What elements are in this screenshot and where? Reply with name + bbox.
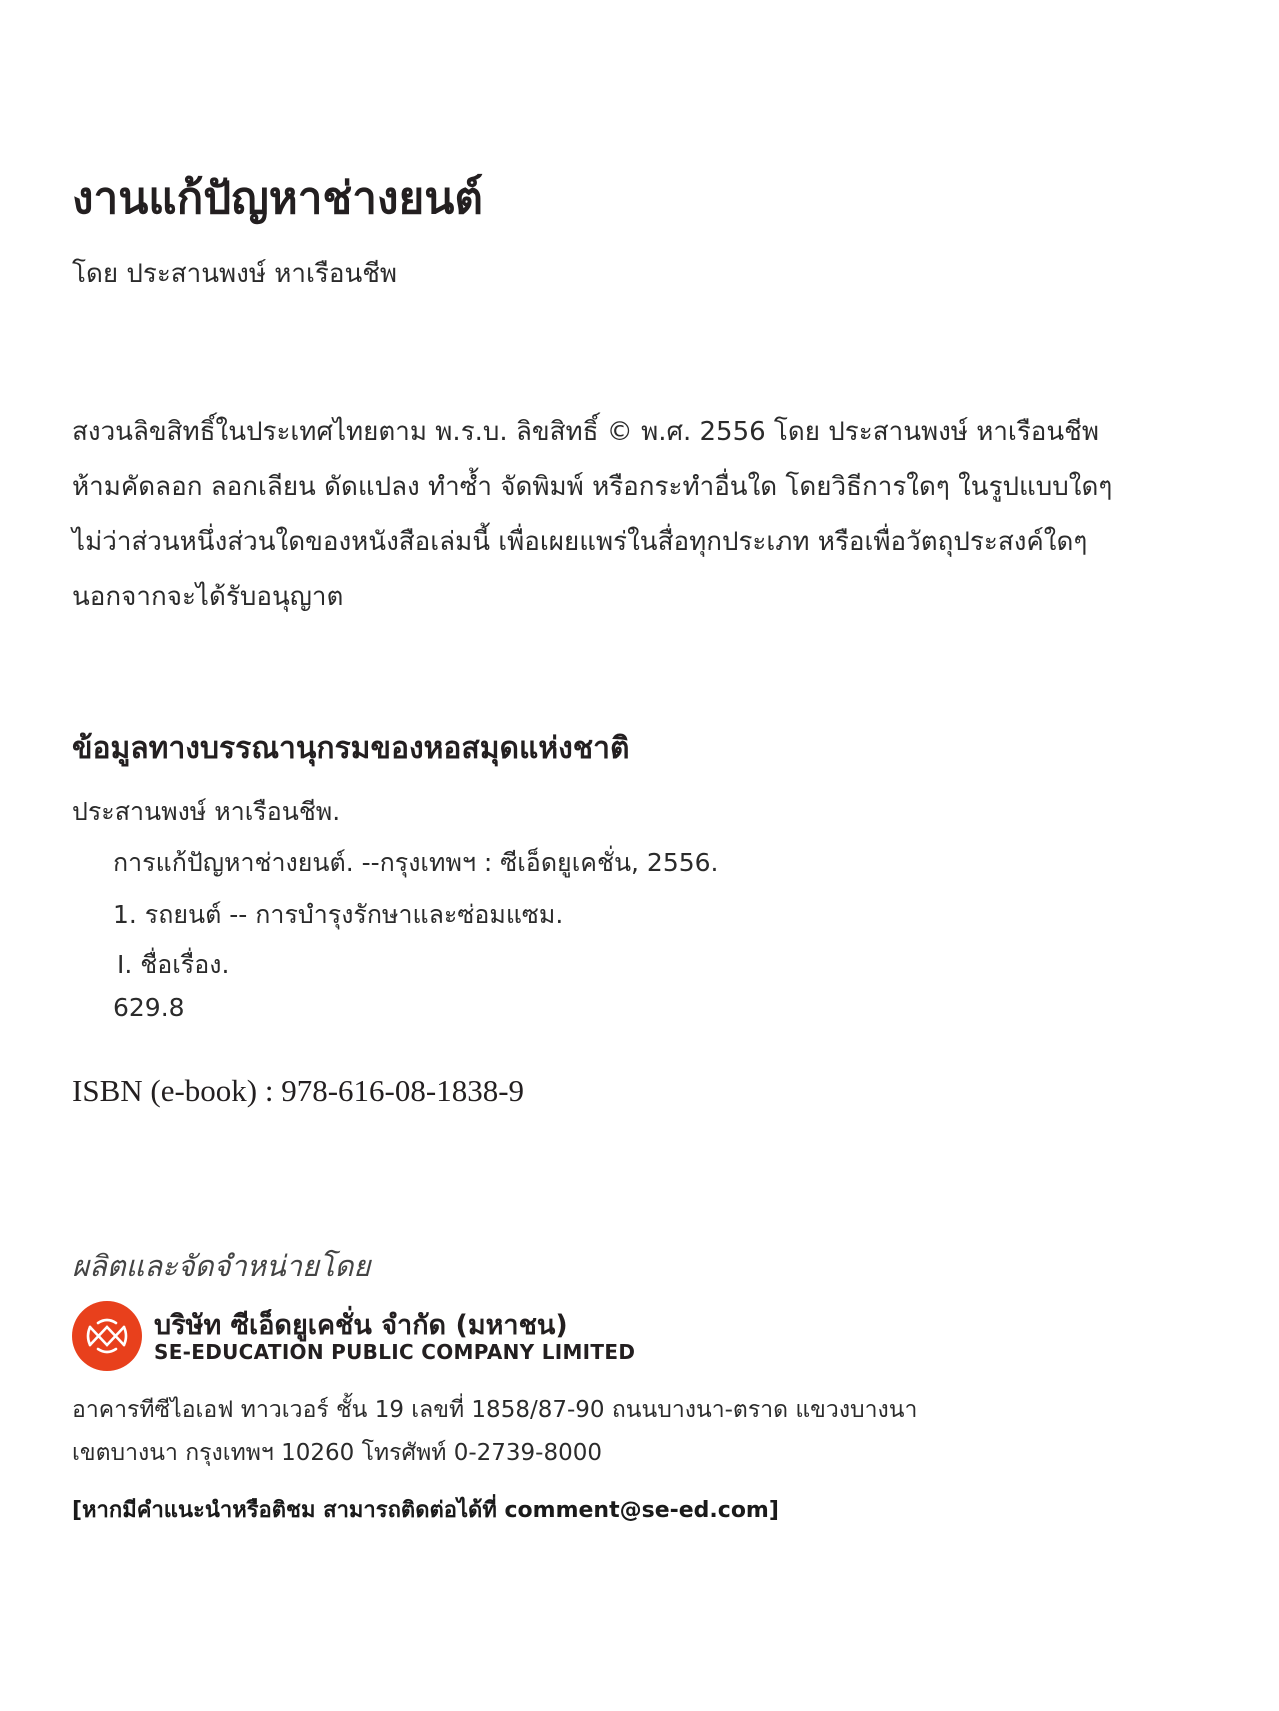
company-name-thai: บริษัท ซีเอ็ดยูเคชั่น จำกัด (มหาชน)	[154, 1310, 568, 1341]
address-line: อาคารทีซีไอเอฟ ทาวเวอร์ ชั้น 19 เลขที่ 1858/87-90 ถนนบางนา-ตราด แขวงบางนา	[72, 1397, 918, 1423]
author-line: โดย ประสานพงษ์ หาเรือนชีพ	[72, 259, 398, 289]
copyright-notice	[72, 405, 1112, 625]
company-name-english: SE-EDUCATION PUBLIC COMPANY LIMITED	[154, 1340, 636, 1364]
book-title: งานแก้ปัญหาช่างยนต์	[72, 173, 483, 224]
contact-note: [หากมีคำแนะนำหรือติชม สามารถติดต่อได้ที่ comment@se-ed.com]	[72, 1498, 779, 1523]
se-ed-logo-icon	[72, 1301, 142, 1371]
se-ed-logo-icon-svg	[72, 1301, 142, 1371]
address-line: เขตบางนา กรุงเทพฯ 10260 โทรศัพท์ 0-2739-8000	[72, 1440, 603, 1466]
cip-heading: ข้อมูลทางบรรณานุกรมของหอสมุดแห่งชาติ	[72, 731, 630, 766]
cip-classification: 629.8	[113, 993, 185, 1022]
cip-added-entry: I. ชื่อเรื่อง.	[117, 950, 230, 979]
isbn: ISBN (e-book) : 978-616-08-1838-9	[72, 1073, 525, 1108]
cip-author: ประสานพงษ์ หาเรือนชีพ.	[72, 797, 341, 826]
copyright-line: ห้ามคัดลอก ลอกเลียน ดัดแปลง ทำซ้ำ จัดพิมพ์ หรือกระทำอื่นใด โดยวิธีการใดๆ ในรูปแบบใดๆ	[72, 472, 1113, 502]
copyright-line: สงวนลิขสิทธิ์ในประเทศไทยตาม พ.ร.บ. ลิขสิทธิ์ © พ.ศ. 2556 โดย ประสานพงษ์ หาเรือนชีพ	[72, 417, 1099, 447]
cip-subject: 1. รถยนต์ -- การบำรุงรักษาและซ่อมแซม.	[113, 900, 564, 929]
copyright-line: ไม่ว่าส่วนหนึ่งส่วนใดของหนังสือเล่มนี้ เพื่อเผยแพร่ในสื่อทุกประเภท หรือเพื่อวัตถุประสงค์ใดๆ	[72, 527, 1088, 557]
copyright-line: นอกจากจะได้รับอนุญาต	[72, 582, 344, 612]
publisher-address	[72, 1389, 917, 1475]
produced-by-label: ผลิตและจัดจำหน่ายโดย	[72, 1249, 371, 1283]
cip-title: การแก้ปัญหาช่างยนต์. --กรุงเทพฯ : ซีเอ็ดยูเคชั่น, 2556.	[113, 848, 719, 877]
